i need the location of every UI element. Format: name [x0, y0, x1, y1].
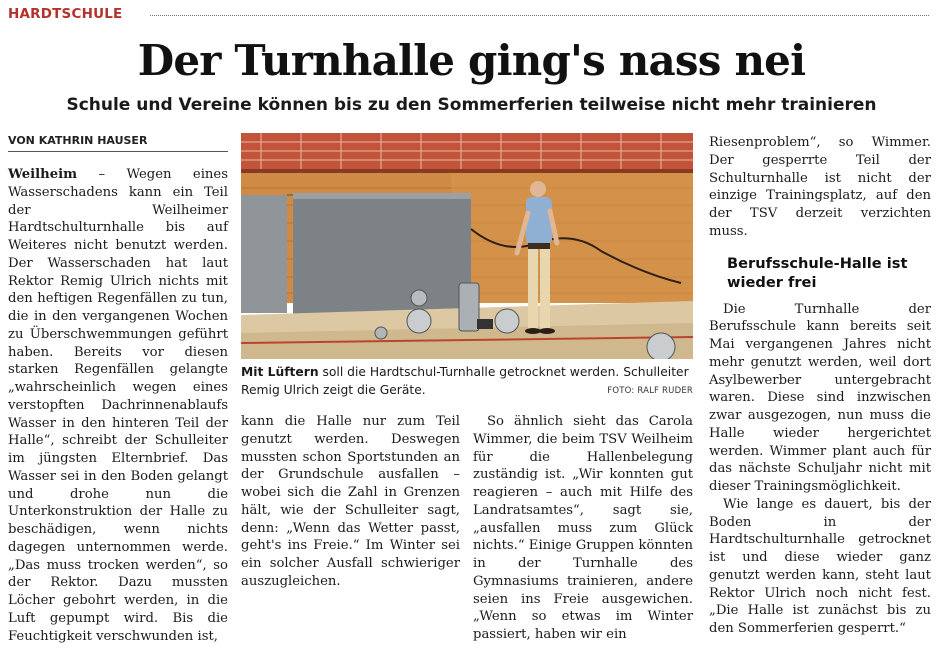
article-text: Die Turnhalle der Berufsschule kann bereits seit Mai vergangenen Jahres nicht mehr genutzt werden, weil dort Asylbewerber untergebracht waren. Diese sind inzwischen zwar ausgezogen, nun muss die Halle wieder hergerichtet werden. Wimmer plant auch für das nächste Schuljahr nicht mit dieser Trainingsmöglichkeit. — [709, 301, 931, 494]
article-text: So ähnlich sieht das Carola Wimmer, die beim TSV Weilheim für die Hallenbelegung zuständig ist. „Wir konnten gut reagieren – auch mit Hilfe des Landratsamtes“, sagt sie, „ausfallen muss zum Glück nichts.“ Einige Gruppen könnten in der Turnhalle des Gymnasiums trainieren, andere seien ins Freie ausgewichen. „Wenn so etwas im Winter passiert, haben wir ein — [473, 414, 693, 642]
caption-lead: Mit Lüftern — [241, 365, 319, 379]
article-text: Riesenproblem“, so Wimmer. Der gesperrte Teil der Schulturnhalle ist nicht der einzige Trainingsplatz, auf den der TSV derzeit verzichten muss. — [709, 135, 931, 239]
article-text: kann die Halle nur zum Teil genutzt werden. Deswegen mussten schon Sportstunden an der Grundschule ausfallen – wobei sich die Zahl in Grenzen hält, wie der Schulleiter sagt, denn: „Wenn das Wetter passt, geht's ins Freie.“ Im Winter sei ein solcher Ausfall schwieriger auszugleichen. — [241, 414, 460, 589]
dateline-place: Weilheim — [8, 167, 78, 182]
article-photo — [241, 133, 693, 359]
headline: Der Turnhalle ging's nass nei — [137, 36, 806, 85]
article-subhead: Berufsschule-Halle ist wieder frei — [727, 254, 908, 291]
article-paragraph — [709, 134, 931, 241]
caption-text: soll die Hardtschul-Turnhalle getrocknet werden. Schulleiter Remig Ulrich zeigt die Geräte. — [241, 365, 689, 397]
photo-credit: FOTO: RALF RUDER — [607, 386, 693, 396]
article-text: Wie lange es dauert, bis der Boden in der Hardtschulturnhalle getrocknet ist und diese wieder ganz genutzt werden kann, steht laut Rektor Ulrich noch nicht fest. „Die Halle ist zunächst bis zu den Sommerferien gesperrt.“ — [709, 496, 931, 636]
article-paragraph — [709, 496, 931, 638]
article-column-4 — [709, 134, 931, 638]
article-column-1 — [8, 166, 228, 645]
section-kicker: HARDTSCHULE — [8, 6, 123, 22]
article-text: – Wegen eines Wasserschadens kann ein Teil der Weilheimer Hardtschulturnhalle bis auf Weiteres nicht benutzt werden. Der Wasserschaden hat laut Rektor Remig Ulrich nichts mit den heftigen Regenfällen zu tun, die in den vergangenen Wochen zu Überschwemmungen geführt haben. Bereits vor diesen starken Regenfällen gelangte „wahrscheinlich wegen eines verstopften Dachrinnenablaufs Wasser in den hinteren Teil der Halle“, schreibt der Schulleiter im jüngsten Elternbrief. Das Wasser sei in den Boden gelangt und drohe nun die Unterkonstruktion der Halle zu beschädigen, wenn nichts dagegen unternommen werde. „Das muss trocken werden“, so der Rektor. Dazu mussten Löcher gebohrt werden, in die Luft gepumpt wird. Bis die Feuchtigkeit verschwunden ist, — [8, 167, 228, 644]
article-paragraph — [473, 413, 693, 644]
kicker-divider — [150, 15, 929, 16]
byline: VON KATHRIN HAUSER — [8, 134, 148, 147]
byline-divider — [8, 151, 228, 152]
article-paragraph — [709, 301, 931, 496]
article-column-3 — [473, 413, 693, 644]
article-column-2 — [241, 413, 460, 591]
gym-photo-illustration — [241, 133, 693, 359]
article-paragraph — [241, 413, 460, 591]
subheadline: Schule und Vereine können bis zu den Sommerferien teilweise nicht mehr trainieren — [66, 95, 877, 115]
article-paragraph — [8, 166, 228, 645]
